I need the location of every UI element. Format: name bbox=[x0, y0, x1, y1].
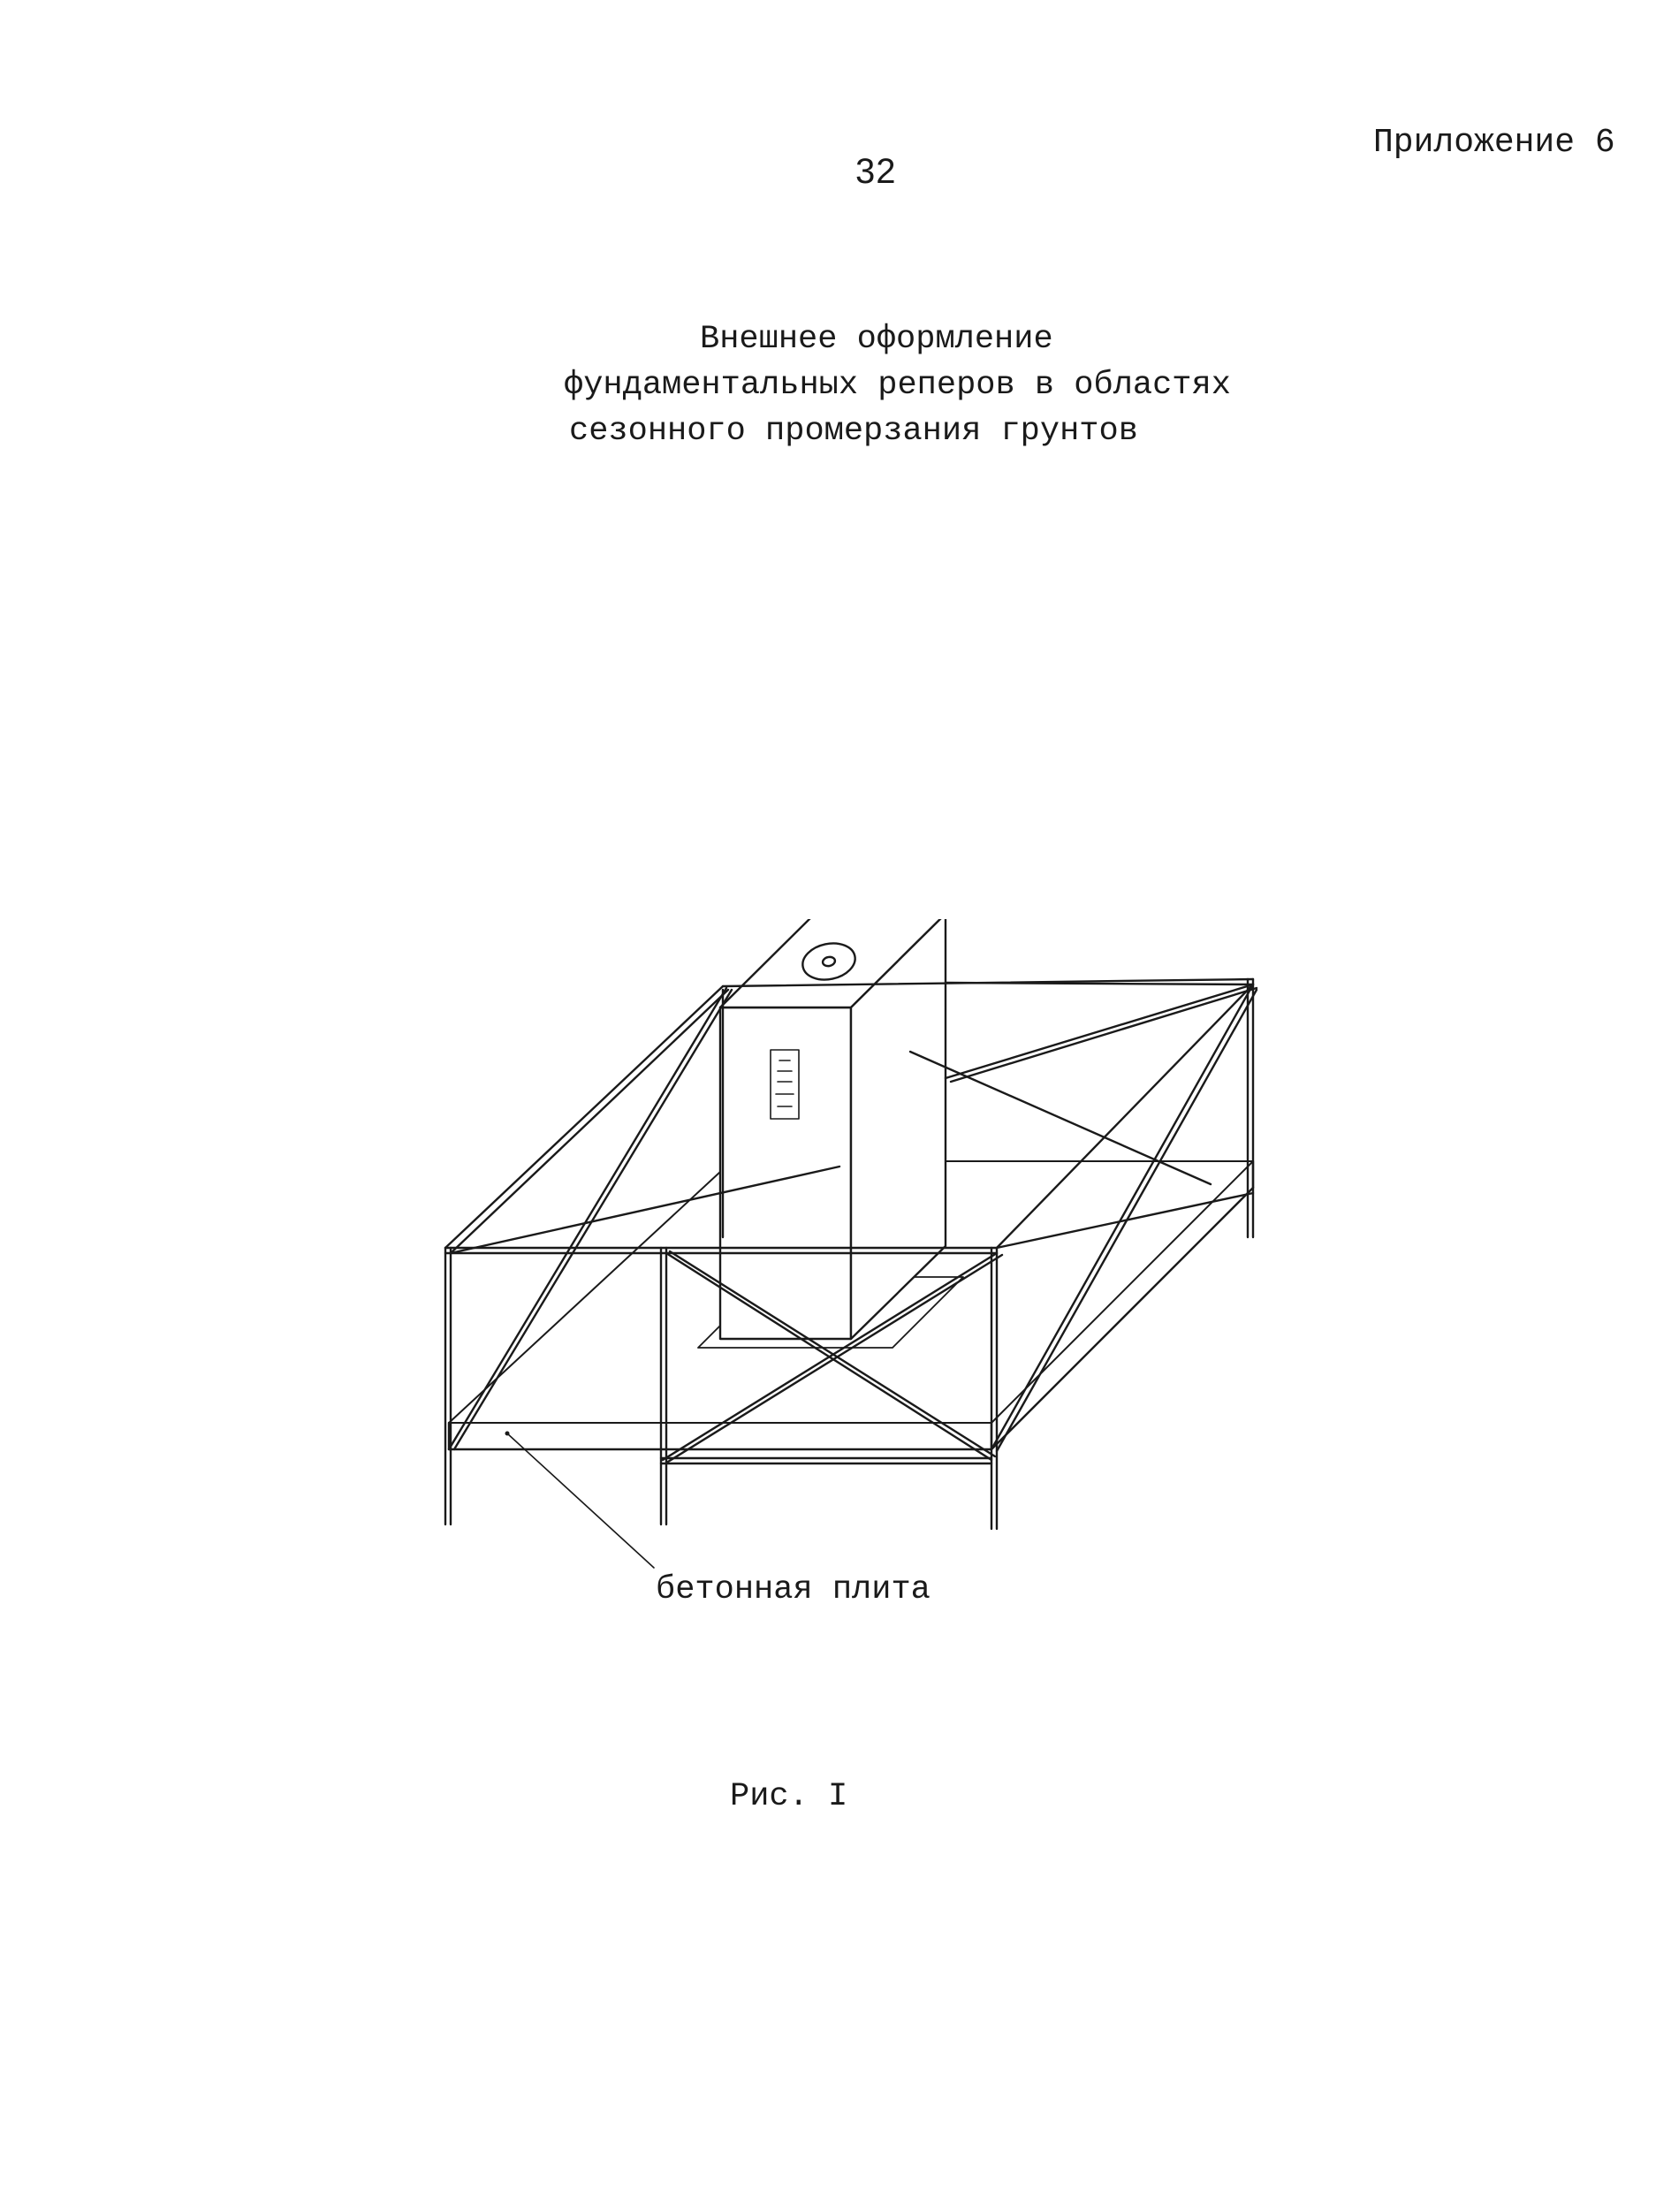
page-number: 32 bbox=[855, 152, 897, 191]
appendix-label: Приложение 6 bbox=[1373, 124, 1615, 162]
figure-caption: Рис. I bbox=[730, 1778, 848, 1815]
slab-leader-line bbox=[507, 1433, 654, 1568]
benchmark-drawing bbox=[415, 919, 1281, 1600]
document-title bbox=[495, 316, 1255, 454]
title-line-2: фундаментальных реперов в областях bbox=[564, 367, 1231, 404]
title-line-3: сезонного промерзания грунтов bbox=[569, 413, 1138, 450]
title-line-1: Внешнее оформление bbox=[700, 321, 1053, 358]
slab-label: бетонная плита bbox=[656, 1571, 931, 1608]
